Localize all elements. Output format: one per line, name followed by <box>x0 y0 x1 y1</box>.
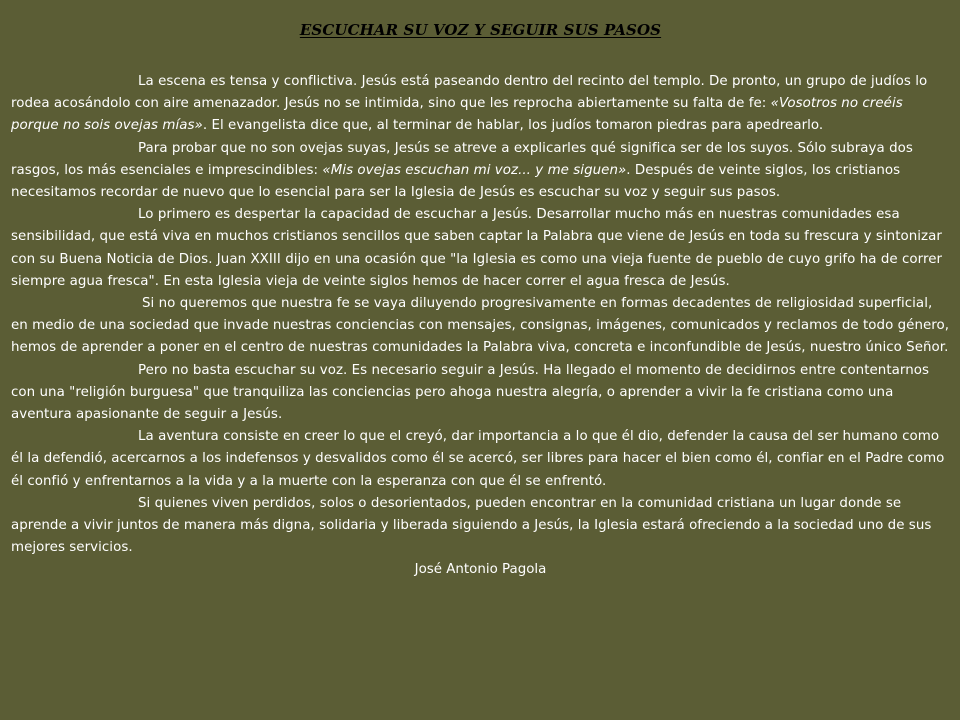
paragraph-4: Si no queremos que nuestra fe se vaya diluyendo progresivamente en formas decadentes de religiosidad superficial, en medio de una sociedad que invade nuestras conciencias con mensajes, consignas, imágenes, comunicados y reclamos de todo género, hemos de aprender a poner en el centro de nuestras comunidades la Palabra viva, concreta e inconfundible de Jesús, nuestro único Señor. <box>11 296 950 356</box>
paragraph-5: Pero no basta escuchar su voz. Es necesario seguir a Jesús. Ha llegado el momento de decidirnos entre contentarnos con una "religión burguesa" que tranquiliza las conciencias pero ahoga nuestra alegría, o aprender a vivir la fe cristiana como una aventura apasionante de seguir a Jesús. <box>11 362 930 423</box>
paragraph-1-text-after-quote: . El evangelista dice que, al terminar de hablar, los judíos tomaron piedras para apedrearlo. <box>202 118 824 134</box>
paragraph-3: Lo primero es despertar la capacidad de escuchar a Jesús. Desarrollar mucho más en nuestras comunidades esa sensibilidad, que está viva en muchos cristianos sencillos que saben captar la Palabra que viene de Jesús en toda su frescura y sintonizar con su Buena Noticia de Dios. Juan XXIII dijo en una ocasión que "la Iglesia es como una vieja fuente de pueblo de cuyo grifo ha de correr siempre agua fresca". En esta Iglesia vieja de veinte siglos hemos de hacer correr el agua fresca de Jesús. <box>11 207 943 289</box>
paragraph-1 <box>11 71 950 138</box>
paragraph-1-quote: «Vosotros no creéis porque no sois ovejas mías» <box>11 96 903 134</box>
paragraph-6: La aventura consiste en creer lo que el creyó, dar importancia a lo que él dio, defender la causa del ser humano como él la defendió, acercarnos a los indefensos y desvalidos como él se acercó, ser libres para hacer el bien como él, confiar en el Padre como él confió y enfrentarnos a la vida y a la muerte con la esperanza con que él se enfrentó. <box>11 429 945 489</box>
paragraph-1-text-before-quote: La escena es tensa y conflictiva. Jesús está paseando dentro del recinto del templo. De pronto, un grupo de judíos lo rodea acosándolo con aire amenazador. Jesús no se intimida, sino que les reprocha abiertamente su falta de fe: <box>11 74 928 112</box>
author-signature: José Antonio Pagola <box>414 562 547 578</box>
document-title-text: ESCUCHAR SU VOZ Y SEGUIR SUS PASOS <box>299 21 662 39</box>
document-title <box>11 21 950 39</box>
paragraph-2-text-after-quote: . Después de veinte siglos, los cristianos necesitamos recordar de nuevo que lo esencial para ser la Iglesia de Jesús es escuchar su voz y seguir sus pasos. <box>11 162 901 201</box>
paragraph-7: Si quienes viven perdidos, solos o desorientados, pueden encontrar en la comunidad cristiana un lugar donde se aprende a vivir juntos de manera más digna, solidaria y liberada siguiendo a Jesús, la Iglesia estará ofreciendo a la sociedad uno de sus mejores servicios. <box>11 495 932 556</box>
paragraph-2-quote: «Mis ovejas escuchan mi voz... y me siguen» <box>322 162 627 178</box>
paragraph-2 <box>11 138 950 205</box>
paragraph-2-text-before-quote: Para probar que no son ovejas suyas, Jesús se atreve a explicarles qué significa ser de los suyos. Sólo subraya dos rasgos, los más esenciales e imprescindibles: <box>11 140 913 178</box>
homily-body <box>11 71 950 559</box>
